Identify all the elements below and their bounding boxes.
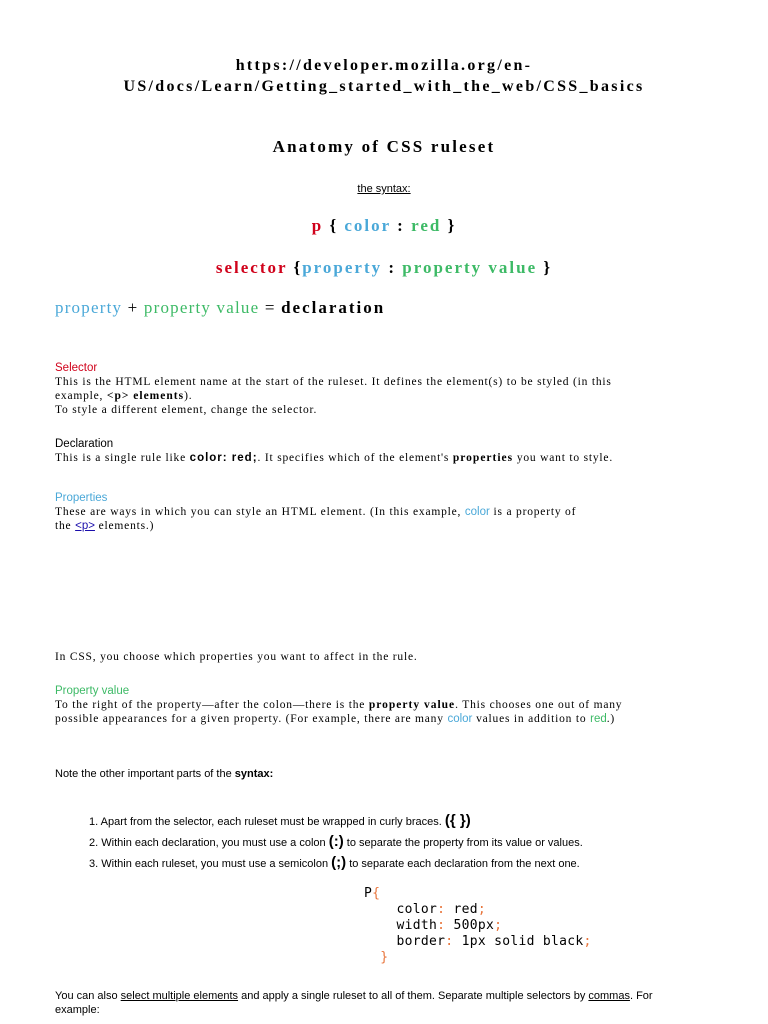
- list-item: 1. Apart from the selector, each ruleset must be wrapped in curly braces. ({ }): [89, 812, 471, 829]
- generic-close-brace: }: [543, 258, 553, 277]
- list-item: 2. Within each declaration, you must use a colon (:) to separate the property from its value or values.: [89, 833, 583, 850]
- equation-equals: =: [264, 298, 276, 317]
- properties-text-line1: These are ways in which you can style an HTML element. (In this example, color is a property of: [55, 506, 577, 518]
- equation-property: property: [55, 298, 123, 317]
- commas-link[interactable]: commas: [588, 990, 630, 1002]
- source-url-line2: US/docs/Learn/Getting_started_with_the_web/CSS_basics: [123, 78, 645, 95]
- selector-p-elements: <p> elements: [106, 390, 185, 402]
- generic-open-brace: {: [293, 258, 303, 277]
- declaration-equation: [55, 298, 385, 318]
- equation-result: declaration: [281, 298, 386, 317]
- equation-value: property value: [143, 298, 260, 317]
- property-value-color-word: color: [447, 713, 473, 725]
- semicolon-symbol: (;): [331, 854, 347, 871]
- page-title: Anatomy of CSS ruleset: [272, 137, 496, 156]
- example-property: color: [344, 216, 391, 235]
- source-url-line1: https://developer.mozilla.org/en-: [235, 57, 533, 74]
- code-line-selector: P{: [364, 886, 381, 901]
- properties-section: [55, 491, 725, 533]
- selector-text-line3: To style a different element, change the selector.: [55, 404, 318, 416]
- code-line-close: }: [380, 950, 389, 965]
- syntax-rules-list: [89, 810, 583, 873]
- generic-property: property: [302, 258, 383, 277]
- example-value: red: [411, 216, 442, 235]
- declaration-text: This is a single rule like color: red;. It specifies which of the element's properties you want to style.: [55, 452, 614, 464]
- property-value-text-line1: To the right of the property—after the colon—there is the property value. This chooses one out of many: [55, 699, 623, 711]
- syntax-note: Note the other important parts of the syntax:: [55, 768, 274, 780]
- curly-braces-symbol: ({ }): [444, 812, 471, 829]
- generic-value: property value: [402, 258, 538, 277]
- multiple-selectors-text: You can also select multiple elements and apply a single ruleset to all of them. Separate multiple selectors by commas. For example:: [55, 989, 725, 1017]
- properties-color-word: color: [464, 506, 490, 518]
- footer-line2: example:: [55, 1004, 100, 1016]
- equation-plus: +: [127, 298, 139, 317]
- generic-selector: selector: [215, 258, 288, 277]
- declaration-properties: properties: [452, 452, 514, 464]
- example-close-brace: }: [447, 216, 457, 235]
- list-item: 3. Within each ruleset, you must use a semicolon (;) to separate each declaration from the next one.: [89, 854, 580, 871]
- example-colon: :: [397, 216, 405, 235]
- syntax-label: the syntax:: [357, 183, 411, 195]
- selector-heading: Selector: [55, 362, 98, 374]
- colon-symbol: (:): [328, 833, 344, 850]
- property-value-text-line2: possible appearances for a given property. (For example, there are many color values in addition to red.): [55, 713, 616, 725]
- property-value-bold: property value: [368, 699, 456, 711]
- declaration-code: color: red;: [189, 452, 258, 464]
- p-element-link[interactable]: <p>: [75, 520, 95, 532]
- selector-text-line1: This is the HTML element name at the start of the ruleset. It defines the element(s) to be styled (in this: [55, 376, 612, 388]
- syntax-note-bold: syntax:: [234, 768, 274, 780]
- declaration-heading: Declaration: [55, 438, 114, 450]
- properties-text-line2: the <p> elements.): [55, 520, 155, 532]
- property-value-heading: Property value: [55, 685, 130, 697]
- code-line-color: color: red;: [396, 902, 486, 917]
- css-choose-text: In CSS, you choose which properties you want to affect in the rule.: [55, 651, 418, 663]
- generic-colon: :: [388, 258, 397, 277]
- select-multiple-elements-link[interactable]: select multiple elements: [120, 990, 239, 1002]
- code-line-border: border: 1px solid black;: [396, 934, 592, 949]
- example-ruleset: [0, 216, 768, 236]
- code-line-width: width: 500px;: [396, 918, 503, 933]
- property-value-section: [55, 684, 725, 726]
- selector-section: [55, 361, 725, 417]
- property-value-red-word: red: [590, 713, 607, 725]
- code-example: [364, 886, 592, 966]
- example-open-brace: {: [329, 216, 339, 235]
- generic-ruleset: [0, 258, 768, 278]
- source-url: [0, 55, 768, 97]
- selector-text-line2: example, <p> elements).: [55, 390, 193, 402]
- declaration-section: [55, 437, 725, 465]
- properties-heading: Properties: [55, 492, 108, 504]
- example-selector: p: [311, 216, 324, 235]
